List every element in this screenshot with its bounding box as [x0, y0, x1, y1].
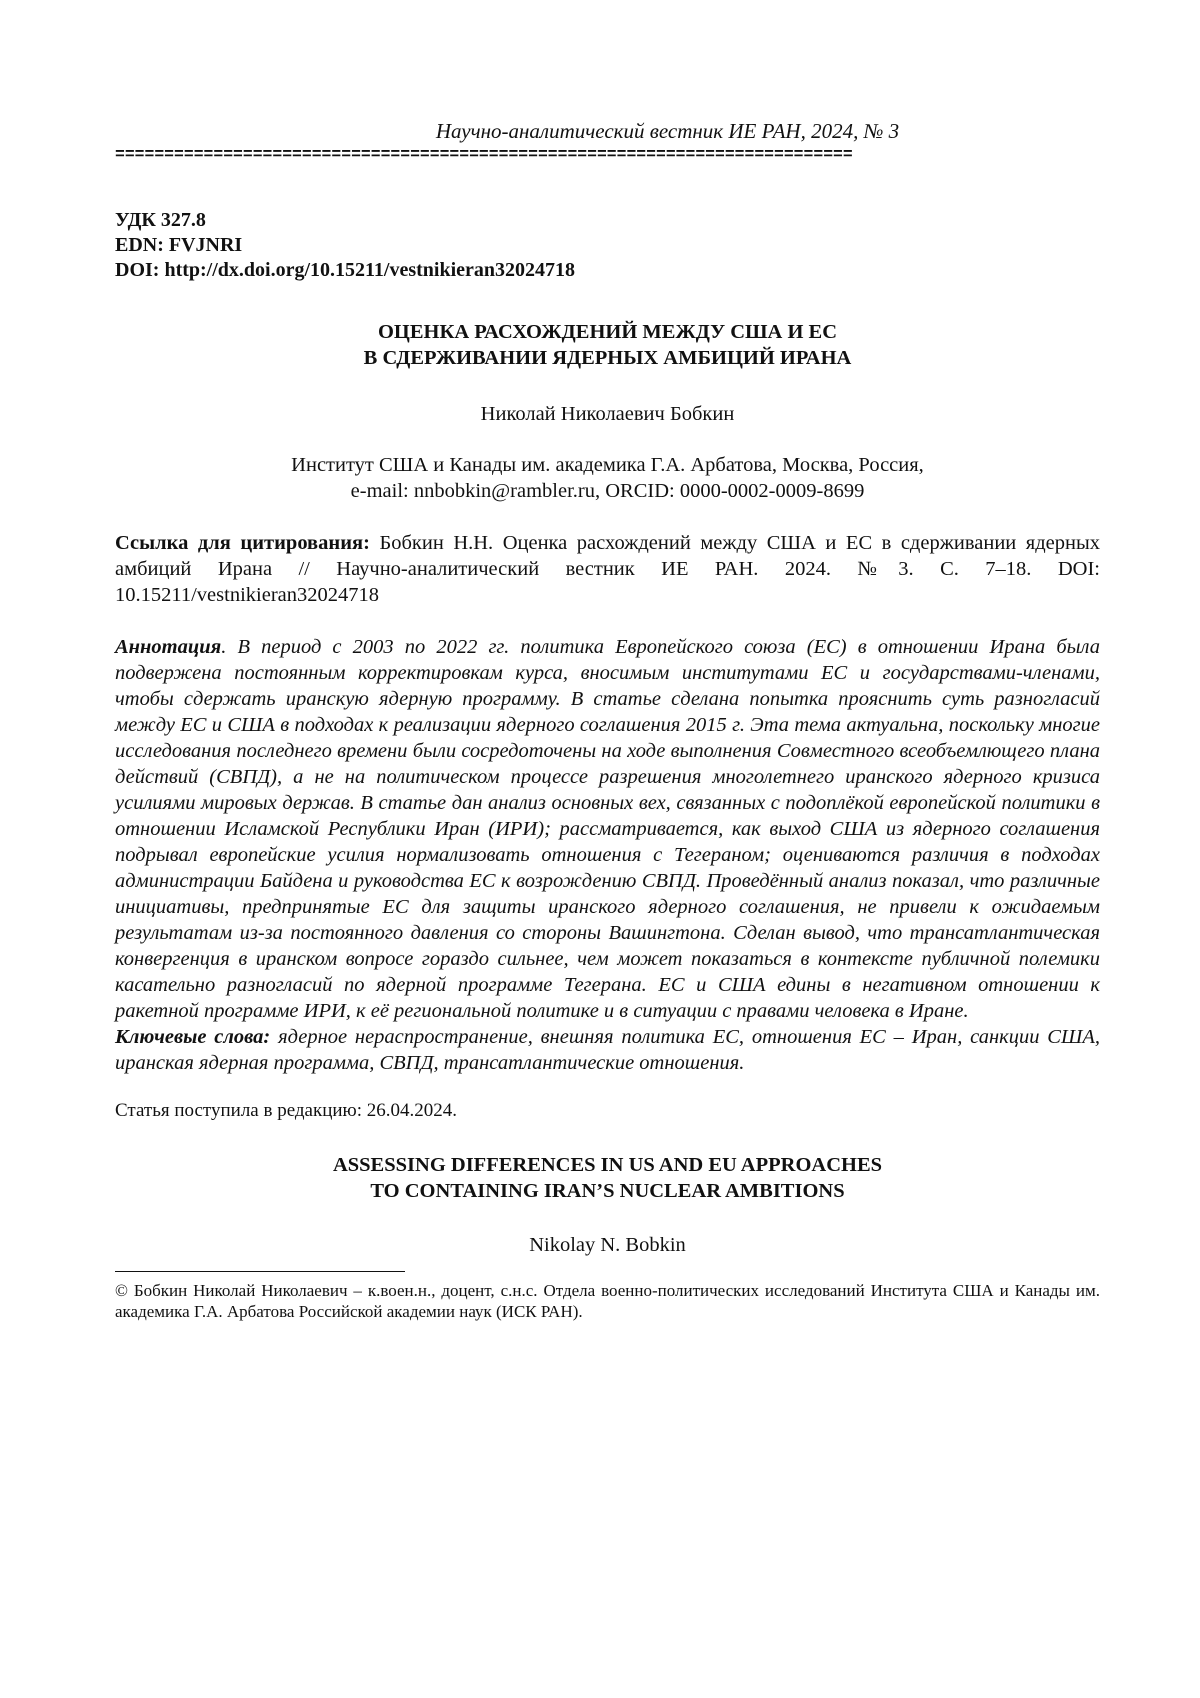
article-page	[115, 118, 1100, 1322]
affiliation-contacts: e-mail: nnbobkin@rambler.ru, ORCID: 0000-0002-0009-8699	[350, 480, 865, 502]
title-russian-line-1: ОЦЕНКА РАСХОЖДЕНИЙ МЕЖДУ США И ЕС	[377, 321, 838, 343]
abstract-block	[115, 634, 1100, 1024]
author-russian: Николай Николаевич Бобкин	[480, 403, 735, 425]
citation-label: Ссылка для цитирования:	[115, 532, 370, 554]
keywords-label: Ключевые слова:	[115, 1026, 271, 1048]
title-russian	[115, 319, 1100, 371]
title-russian-line-2: В СДЕРЖИВАНИИ ЯДЕРНЫХ АМБИЦИЙ ИРАНА	[363, 347, 852, 369]
received-date: Статья поступила в редакцию: 26.04.2024.	[115, 1100, 458, 1121]
article-meta	[115, 208, 1100, 283]
citation-block	[115, 530, 1100, 608]
title-english-line-2: TO CONTAINING IRAN’S NUCLEAR AMBITIONS	[370, 1180, 845, 1202]
abstract-text: . В период с 2003 по 2022 гг. политика Европейского союза (ЕС) в отношении Ирана была подвержена постоянным корректировкам курса, вносимым институтами ЕС и государствами-членами, чтобы сдержать иранскую ядерную программу. В статье сделана попытка прояснить суть разногласий между ЕС и США в подходах к реализации ядерного соглашения 2015 г. Эта тема актуальна, поскольку многие исследования последнего времени были сосредоточены на ходе выполнения Совместного всеобъемлющего плана действий (СВПД), а не на политическом процессе разрешения многолетнего иранского ядерного кризиса усилиями мировых держав. В статье дан анализ основных вех, связанных с подоплёкой европейской политики в отношении Исламской Республики Иран (ИРИ); рассматривается, как выход США из ядерного соглашения подрывал европейские усилия нормализовать отношения с Тегераном; оцениваются различия в подходах администрации Байдена и руководства ЕС к возрождению СВПД. Проведённый анализ показал, что различные инициативы, предпринятые ЕС для защиты иранского ядерного соглашения, не привели к ожидаемым результатам из-за постоянного давления со стороны Вашингтона. Сделан вывод, что трансатлантическая конвергенция в иранском вопросе гораздо сильнее, чем может показаться в контексте публичной полемики касательно разногласий по ядерной программе Тегерана. ЕС и США едины в негативном отношении к ракетной программе ИРИ, к её региональной политике и в ситуации с правами человека в Иране.	[115, 636, 1100, 1022]
title-english	[115, 1152, 1100, 1204]
doi-link[interactable]: DOI: http://dx.doi.org/10.15211/vestnikieran32024718	[115, 259, 576, 281]
author-footnote: © Бобкин Николай Николаевич – к.воен.н., доцент, с.н.с. Отдела военно-политических исследований Института США и Канады им. академика Г.А. Арбатова Российской академии наук (ИСК РАН).	[115, 1281, 1100, 1321]
footnote-divider	[115, 1271, 405, 1272]
abstract-label: Аннотация	[115, 636, 222, 658]
author-english: Nikolay N. Bobkin	[529, 1234, 686, 1256]
title-english-line-1: ASSESSING DIFFERENCES IN US AND EU APPROACHES	[332, 1154, 883, 1176]
header-rule: ===========================================================================	[115, 146, 853, 164]
citation-text: Бобкин Н.Н. Оценка расхождений между США и ЕС в сдерживании ядерных амбиций Ирана // Научно-аналитический вестник ИЕ РАН. 2024. №3. С. 7–18. DOI: 10.15211/vestnikieran32024718	[115, 532, 1100, 606]
keywords-text: ядерное нераспространение, внешняя политика ЕС, отношения ЕС – Иран, санкции США, иранская ядерная программа, СВПД, трансатлантические отношения.	[115, 1026, 1100, 1074]
affiliation-institute: Институт США и Канады им. академика Г.А. Арбатова, Москва, Россия,	[291, 454, 924, 476]
keywords-block	[115, 1024, 1100, 1076]
edn-code: EDN: FVJNRI	[115, 234, 243, 256]
journal-header: Научно-аналитический вестник ИЕ РАН, 2024, № 3	[435, 119, 900, 143]
affiliation	[115, 452, 1100, 504]
udk-code: УДК 327.8	[115, 209, 206, 231]
